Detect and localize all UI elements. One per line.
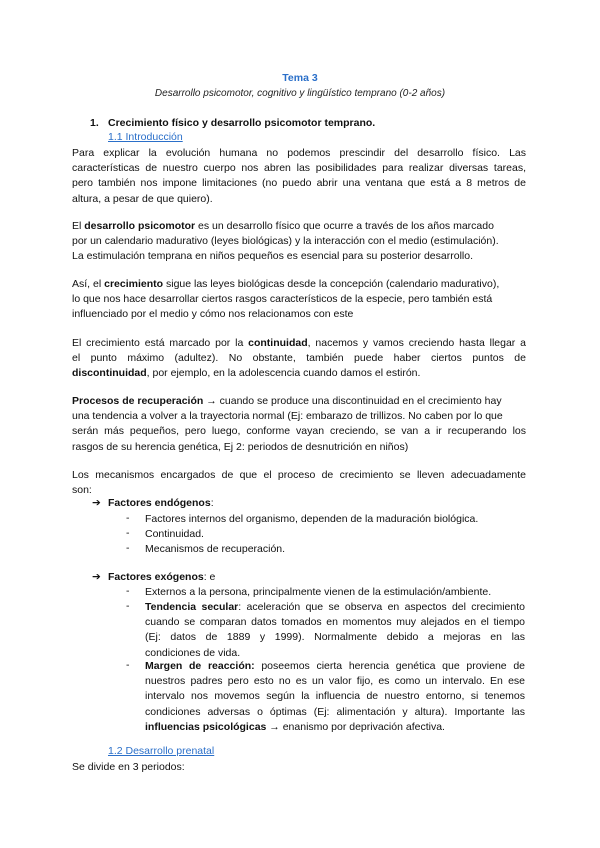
text-run: poseemos cierta herencia genética que proviene de (254, 660, 525, 672)
text-line: influenciado por el medio y cómo nos relacionamos con este (72, 308, 354, 321)
text-line (145, 600, 525, 615)
text-run: : e (203, 571, 216, 583)
text-run: → enanismo por deprivación afectiva. (266, 720, 445, 733)
text-run: , por ejemplo, en la adolescencia cuando damos el estirón. (146, 367, 421, 380)
list-item: Externos a la persona, principalmente vienen de la estimulación/ambiente. (145, 586, 492, 598)
text-line: pero también nos impone limitaciones (no puedo abrir una ventana que está a 8 metros de (72, 177, 526, 190)
paragraph-intro (72, 146, 526, 207)
paragraph-desarrollo-psicomotor (72, 219, 526, 265)
text-line (72, 219, 526, 234)
arrow-icon: ➔ (92, 571, 101, 583)
text-line (145, 659, 525, 674)
list-heading-exogenos (92, 571, 215, 583)
text-line: intervalo nos movemos según la influencia de nuestro entorno, si tenemos (145, 690, 525, 703)
text-run: sigue las leyes biológicas desde la concepción (calendario madurativo), (163, 278, 500, 290)
dash-bullet: - (126, 600, 130, 612)
text-run: , nacemos y vamos creciendo hasta llegar a (307, 337, 526, 349)
text-line: condiciones adversas o óptimas (Ej: alimentación y altura). Importante las (145, 705, 525, 718)
bold-term: Factores endógenos (108, 497, 211, 509)
paragraph-continuidad (72, 336, 526, 382)
paragraph-mecanismos (72, 468, 526, 498)
text-line: Se divide en 3 periodos: (72, 761, 185, 773)
paragraph-periodos (72, 760, 526, 775)
subsection-link-desarrollo-prenatal[interactable]: 1.2 Desarrollo prenatal (108, 745, 215, 757)
text-line: La estimulación temprana en niños pequeños es esencial para su posterior desarrollo. (72, 250, 473, 263)
list-item: Continuidad. (145, 528, 204, 540)
text-line: características de nuestro cuerpo nos abren las posibilidades para realizar diversas tareas, (72, 162, 526, 175)
text-run: El crecimiento está marcado por la (72, 337, 249, 349)
text-line (72, 336, 526, 351)
text-run: es un desarrollo físico que ocurre a través de los años marcado (195, 220, 494, 232)
text-line: una tendencia a volver a la trayectoria normal (Ej: embarazo de trillizos. No caben por lo que (72, 410, 503, 423)
subsection-link-introduccion[interactable]: 1.1 Introducción (108, 131, 183, 143)
text-line (72, 394, 526, 409)
list-item-margen-reaccion (145, 659, 525, 735)
text-line: por un calendario madurativo (leyes biológicas) y la interacción con el medio (estimulación). (72, 235, 499, 248)
bold-term: Factores exógenos (108, 571, 204, 583)
text-line (72, 277, 526, 292)
text-line: condiciones de vida. (145, 646, 241, 659)
text-line: Los mecanismos encargados de que el proceso de crecimiento se lleven adecuadamente (72, 469, 526, 481)
bold-term: Margen de reacción: (145, 660, 255, 672)
bold-term: desarrollo psicomotor (84, 220, 196, 232)
text-run: Así, el (72, 278, 105, 290)
paragraph-procesos-recuperacion (72, 394, 526, 455)
section-number: 1. (90, 117, 99, 129)
paragraph-crecimiento (72, 277, 526, 323)
bold-term: Tendencia secular (145, 601, 239, 613)
bold-term: continuidad (248, 337, 308, 349)
list-item-tendencia-secular (145, 600, 525, 661)
text-run: El (72, 220, 85, 232)
arrow-icon: ➔ (92, 497, 101, 509)
bold-term: discontinuidad (72, 367, 147, 380)
section-heading (90, 117, 375, 129)
text-line: lo que nos hace desarrollar ciertos rasgos característicos de la especie, pero también está (72, 293, 493, 306)
dash-bullet: - (126, 585, 130, 597)
list-item: Mecanismos de recuperación. (145, 543, 286, 555)
text-run: → cuando se produce una discontinuidad en el crecimiento hay (203, 395, 502, 407)
document-title: Tema 3 (282, 72, 318, 84)
text-line: son: (72, 484, 92, 497)
bold-term: Procesos de recuperación (72, 395, 204, 407)
dash-bullet: - (126, 527, 130, 539)
text-line (145, 720, 525, 735)
text-line (72, 366, 526, 381)
text-line: nuestros padres pero esto no es un valor fijo, es como un intervalo. En ese (145, 675, 525, 688)
text-line: rasgos de su herencia genética, Ej 2: periodos de desnutrición en niños) (72, 440, 409, 453)
bold-term: crecimiento (104, 278, 164, 290)
text-line: (Ej: datos de 1889 y 1999). Normalmente debido a mejoras en las (145, 631, 525, 644)
text-line: cuando se comparan datos tomados en momentos muy alejados en el tiempo (145, 616, 525, 629)
dash-bullet: - (126, 512, 130, 524)
text-line: Para explicar la evolución humana no podemos prescindir del desarrollo físico. Las (72, 147, 526, 159)
list-item: Factores internos del organismo, dependen de la maduración biológica. (145, 513, 479, 525)
document-subtitle: Desarrollo psicomotor, cognitivo y lingüístico temprano (0-2 años) (154, 88, 446, 99)
text-run: : aceleración que se observa en aspectos del crecimiento (238, 601, 525, 613)
text-line: altura, a pesar de que quiero). (72, 192, 213, 205)
dash-bullet: - (126, 542, 130, 554)
text-run: : (210, 497, 214, 509)
text-line: serán más pequeños, pero luego, conforme vayan creciendo, se van a ir recuperando los (72, 425, 526, 438)
list-heading-endogenos (92, 497, 214, 509)
bold-term: influencias psicológicas (145, 720, 267, 733)
section-heading-text: Crecimiento físico y desarrollo psicomotor temprano. (108, 117, 376, 129)
text-line: el punto máximo (adultez). No obstante, también puede haber ciertos puntos de (72, 352, 526, 365)
dash-bullet: - (126, 659, 130, 671)
